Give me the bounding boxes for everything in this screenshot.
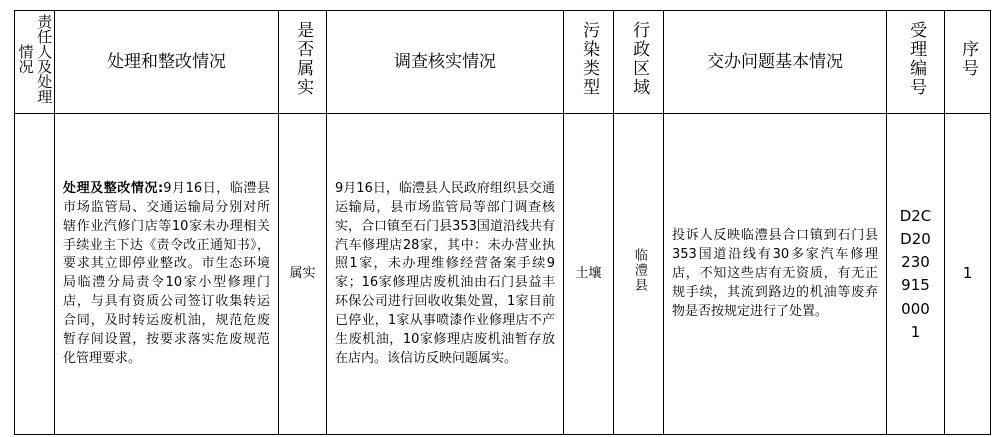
problem-text: 投诉人反映临澧县合口镇到石门县353国道沿线有30多家汽车修理店，不知这些店有无资质，有无正规手续，其流到路边的机油等废弃物是否按规定进行了处置。 [672, 228, 878, 319]
header-handling: 处理和整改情况 [55, 11, 279, 114]
cell-seq: 1 [945, 114, 991, 435]
header-verified: 是否属实 [279, 11, 327, 114]
complaint-table [14, 10, 991, 435]
handling-title: 处理及整改情况: [63, 181, 164, 197]
receipt-no-part: 230 [901, 253, 930, 271]
header-investigation: 调查核实情况 [327, 11, 564, 114]
cell-investigation [327, 114, 564, 435]
handling-text [55, 180, 278, 368]
cell-handling [55, 114, 279, 435]
receipt-no-part: 915 [901, 276, 930, 295]
receipt-no-part: D2C [899, 206, 932, 225]
receipt-no-part: 000 [901, 299, 930, 318]
receipt-no-part: 1 [910, 322, 921, 341]
cell-verified: 属实 [279, 114, 327, 435]
header-responsible: 责任人及处理情况 [15, 11, 55, 114]
header-pollution-type: 污染类型 [564, 11, 614, 114]
header-seq: 序号 [945, 11, 991, 114]
receipt-no [900, 205, 932, 345]
cell-district: 临澧县 [614, 114, 664, 435]
cell-pollution-type: 土壤 [564, 114, 614, 435]
cell-receipt-no [887, 114, 945, 435]
header-district: 行政区域 [614, 11, 664, 114]
header-receipt-no: 受理编号 [887, 11, 945, 114]
cell-problem [664, 114, 887, 435]
header-row [15, 11, 991, 114]
header-problem: 交办问题基本情况 [664, 11, 887, 114]
handling-body: 9月16日，临澧县市场监管局、交通运输局分别对所辖作业汽修门店等10家未办理相关手续业主下达《责令改正通知书》，要求其立即停业整改。市生态环境局临澧分局责令10家小型修理门店，与具有资质公司签订收集转运合同，及时转运废机油，规范危废暂存间设置，按要求落实危废规范化管理要求。 [63, 181, 270, 366]
investigation-text: 9月16日，临澧县人民政府组织县交通运输局，县市场监管局等部门调查核实，合口镇至石门县353国道沿线共有汽车修理店28家，其中：未办营业执照1家，未办理维修经营备案手续9家；16家修理店废机油由石门县益丰环保公司进行回收收集处置，1家目前已停业，1家从事喷漆作业修理店不产生废机油，10家修理店废机油暂存放在店内。该信访反映问题属实。 [335, 181, 555, 366]
receipt-no-part: D20 [900, 229, 931, 248]
table-row [15, 114, 991, 435]
cell-responsible [15, 114, 55, 435]
